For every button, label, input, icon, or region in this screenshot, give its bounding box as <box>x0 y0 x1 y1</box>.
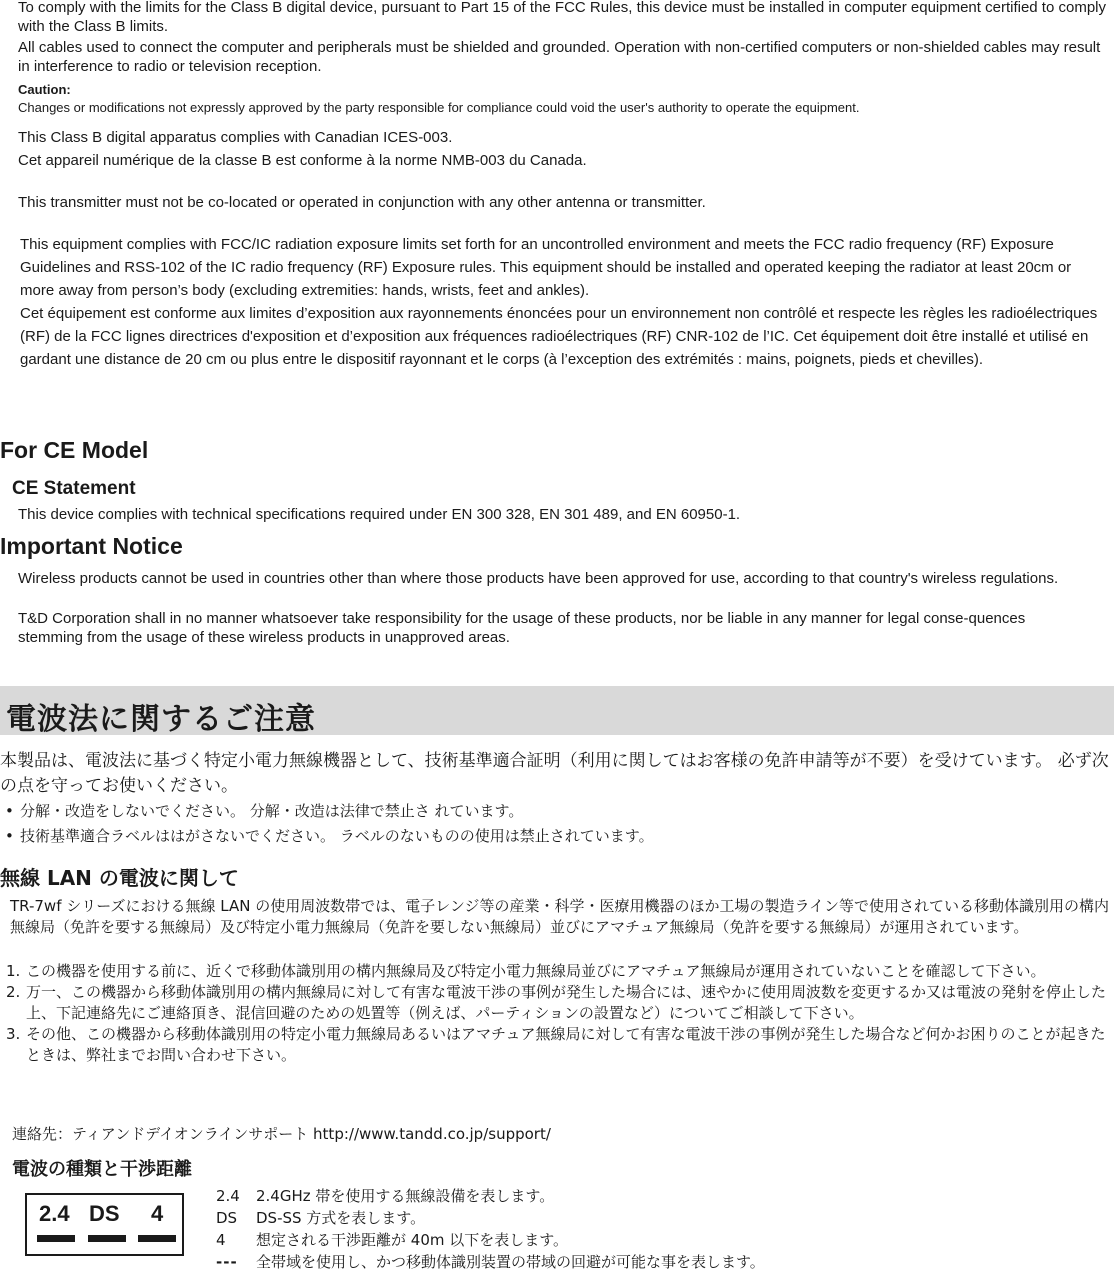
badge-distance: 4 <box>151 1201 164 1226</box>
list-item: • 技術基準適合ラベルははがさないでください。 ラベルのないものの使用は禁止されています。 <box>0 826 1100 847</box>
legend-key: --- <box>216 1253 238 1271</box>
badge-bar-1 <box>37 1235 75 1242</box>
legend-row <box>216 1185 765 1207</box>
jp-intro: 本製品は、電波法に基づく特定小電力無線機器として、技術基準適合証明（利用に関してはお客様の免許申請等が不要）を受けています。 必ず次の点を守ってお使いください。 <box>0 751 1109 796</box>
step-text: 万一、この機器から移動体識別用の構内無線局に対して有害な電波干渉の事例が発生した場合には、速やかに使用周波数を変更するか又は電波の発射を停止した上、下記連絡先にご連絡頂き、混信回避のための処置等（例えば、パーティションの設置など）についてご相談して下さい。 <box>26 983 1107 1022</box>
badge-modulation: DS <box>89 1201 120 1226</box>
legend-text: DS-SS 方式を表します。 <box>256 1209 426 1227</box>
jp-rules-list <box>0 801 1100 847</box>
contact-label: 連絡先：ティアンドデイオンラインサポート <box>12 1125 309 1143</box>
legend-key: 4 <box>216 1231 226 1249</box>
legend-row <box>216 1229 765 1251</box>
badge-bar-3 <box>138 1235 176 1242</box>
rf-exposure-english: This equipment complies with FCC/IC radiation exposure limits set forth for an uncontrolled environment and meets the FCC radio frequency (RF) Exposure Guidelines and RSS-102 of the IC radio frequency (RF) Exposure rules. This equipment should be installed and operated keeping the radiator at least 20cm or more away from person’s body (excluding extremities: hands, wrists, feet and ankles). <box>20 236 1072 299</box>
wireless-lan-heading: 無線 LAN の電波に関して <box>0 866 239 890</box>
caution-text: Changes or modifications not expressly approved by the party responsible for compliance could void the user's authority to operate the equipment. <box>18 100 860 115</box>
notice-paragraph-1: Wireless products cannot be used in countries other than where those products have been approved for use, according to that country's wireless regulations. <box>18 570 1059 587</box>
wireless-lan-intro: TR-7wf シリーズにおける無線 LAN の使用周波数帯では、電子レンジ等の産業・科学・医療用機器のほか工場の製造ライン等で使用されている移動体識別用の構内無線局（免許を要する無線局）及び特定小電力無線局（免許を要しない無線局）並びにアマチュア無線局（免許を要する無線局）が運用されています。 <box>10 897 1110 936</box>
rf-exposure-french: Cet équipement est conforme aux limites d’exposition aux rayonnements énoncées pour un environnement non contrôlé et respecte les règles les radioélectriques (RF) de la FCC lignes directrices d'exposition et d’exposition aux fréquences radioélectriques (RF) CNR-102 de l’IC. Cet équipement doit être installé et utilisé en gardant une distance de 20 cm ou plus entre le dispositif rayonnant et le corps (à l’exception des extrémités : mains, poignets, pieds et chevilles). <box>20 305 1098 368</box>
step-number: 2. <box>6 983 21 1001</box>
legend-key: DS <box>216 1209 238 1227</box>
wireless-lan-steps <box>0 961 1110 1066</box>
ices-english: This Class B digital apparatus complies with Canadian ICES-003. <box>18 129 453 146</box>
fcc-cables-paragraph: All cables used to connect the computer and peripherals must be shielded and grounded. Operation with non-certified computers or non-shielded cables may result in interference to radio or television reception. <box>18 39 1101 75</box>
radio-law-banner <box>0 686 1114 735</box>
badge-frequency: 2.4 <box>39 1201 70 1226</box>
ce-statement-text: This device complies with technical specifications required under EN 300 328, EN 301 489, and EN 60950-1. <box>18 506 741 523</box>
ce-model-heading: For CE Model <box>0 437 149 463</box>
fcc-class-b-paragraph: To comply with the limits for the Class B digital device, pursuant to Part 15 of the FCC Rules, this device must be installed in computer equipment certified to comply with the Class B limits. <box>18 0 1106 35</box>
caution-label: Caution: <box>18 82 71 97</box>
support-contact <box>12 1124 551 1145</box>
support-link[interactable]: http://www.tandd.co.jp/support/ <box>313 1125 551 1143</box>
legend-key: 2.4 <box>216 1187 240 1205</box>
radio-type-heading: 電波の種類と干渉距離 <box>12 1159 192 1180</box>
step-number: 3. <box>6 1025 21 1043</box>
list-item <box>0 982 1110 1024</box>
step-number: 1. <box>6 962 21 980</box>
legend-text: 2.4GHz 帯を使用する無線設備を表します。 <box>256 1187 555 1205</box>
legend-text: 全帯域を使用し、かつ移動体識別装置の帯域の回避が可能な事を表します。 <box>256 1253 765 1271</box>
radio-law-title: 電波法に関するご注意 <box>6 702 316 737</box>
colocation-statement: This transmitter must not be co-located or operated in conjunction with any other antenna or transmitter. <box>18 194 706 211</box>
legend-text: 想定される干渉距離が 40m 以下を表します。 <box>256 1231 569 1249</box>
ices-french: Cet appareil numérique de la classe B est conforme à la norme NMB-003 du Canada. <box>18 152 587 169</box>
radio-type-label <box>25 1193 184 1256</box>
step-text: この機器を使用する前に、近くで移動体識別用の構内無線局及び特定小電力無線局並びにアマチュア無線局が運用されていないことを確認して下さい。 <box>26 962 1046 980</box>
list-item <box>0 961 1110 982</box>
ce-statement-heading: CE Statement <box>12 478 136 499</box>
list-item: • 分解・改造をしないでください。 分解・改造は法律で禁止さ れています。 <box>0 801 1100 822</box>
important-notice-heading: Important Notice <box>0 533 183 559</box>
legend-row <box>216 1207 765 1229</box>
radio-type-legend <box>216 1185 765 1273</box>
badge-bar-2 <box>88 1235 126 1242</box>
legend-row <box>216 1251 765 1273</box>
step-text: その他、この機器から移動体識別用の特定小電力無線局あるいはアマチュア無線局に対して有害な電波干渉の事例が発生した場合など何かお困りのことが起きたときは、弊社までお問い合わせ下さい。 <box>26 1025 1106 1064</box>
notice-paragraph-2: T&D Corporation shall in no manner whatsoever take responsibility for the usage of these products, nor be liable in any manner for legal conse-quences stemming from the usage of these wireless products in unapproved areas. <box>18 610 1026 646</box>
list-item <box>0 1024 1110 1066</box>
